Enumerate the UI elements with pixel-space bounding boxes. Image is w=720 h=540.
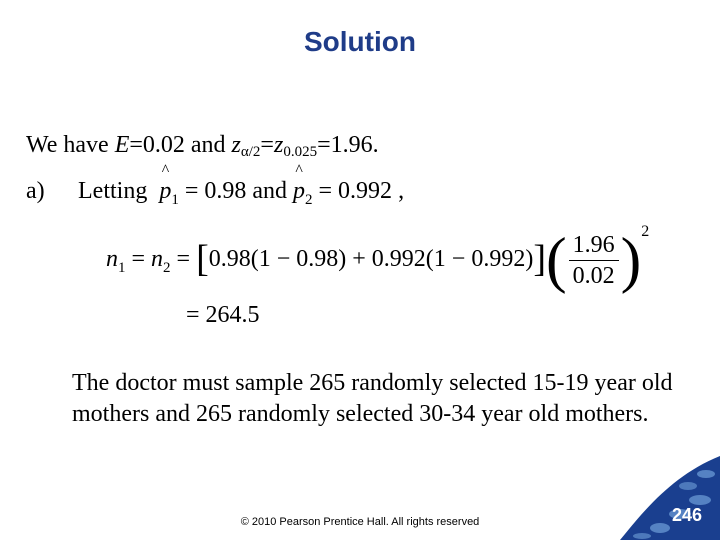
equals-sign: =	[260, 132, 274, 158]
item-a-text: Letting	[78, 178, 148, 204]
equation-equals-2: =	[170, 246, 197, 273]
p2-value: = 0.992	[312, 178, 393, 204]
n2-symbol: n	[151, 246, 164, 273]
z-over-e-fraction	[569, 230, 619, 291]
corner-decoration-icon	[620, 456, 720, 540]
sample-size-result: = 264.5	[186, 302, 260, 328]
margin-error-value: =0.02 and	[129, 132, 232, 158]
n1-symbol: n	[106, 246, 118, 273]
bracket-open: [	[196, 238, 209, 281]
given-prefix: We have	[26, 132, 115, 158]
fraction-numerator: 1.96	[569, 230, 619, 261]
item-a-label: a)	[26, 178, 45, 204]
slide-title: Solution	[304, 26, 416, 57]
paren-open: (	[545, 226, 567, 295]
bracket-content: 0.98(1 − 0.98) + 0.992(1 − 0.992)	[208, 246, 534, 273]
copyright-footer: © 2010 Pearson Prentice Hall. All rights reserved	[240, 516, 480, 528]
p2-subscript: 2	[305, 191, 313, 208]
z-symbol-2: z	[273, 132, 284, 158]
z-subscript: α/2	[240, 144, 261, 160]
conclusion-text: The doctor must sample 265 randomly selected 15-19 year old mothers and 265 randomly selected 30-34 year old mothers.	[72, 370, 673, 427]
n2-subscript: 2	[163, 259, 171, 276]
paren-close: )	[620, 226, 642, 295]
p1-hat-symbol: ^ p	[159, 178, 171, 205]
p2-hat-symbol: ^ p	[293, 178, 305, 205]
n1-subscript: 1	[118, 259, 126, 276]
comma: ,	[398, 178, 405, 204]
sample-size-equation	[106, 223, 650, 295]
z-subscript-2: 0.025	[283, 144, 318, 160]
bracket-close: ]	[533, 238, 546, 281]
item-a-line	[26, 178, 404, 209]
margin-error-symbol: E	[114, 132, 130, 158]
equation-equals-1: =	[125, 246, 152, 273]
p1-subscript: 1	[171, 191, 179, 208]
page-number: 246	[671, 505, 702, 525]
exponent: 2	[641, 223, 650, 241]
z-value: =1.96.	[317, 132, 379, 158]
z-symbol: z	[231, 132, 241, 158]
p1-value: = 0.98 and	[178, 178, 294, 204]
given-values-line	[26, 132, 379, 161]
fraction-denominator: 0.02	[572, 263, 615, 289]
